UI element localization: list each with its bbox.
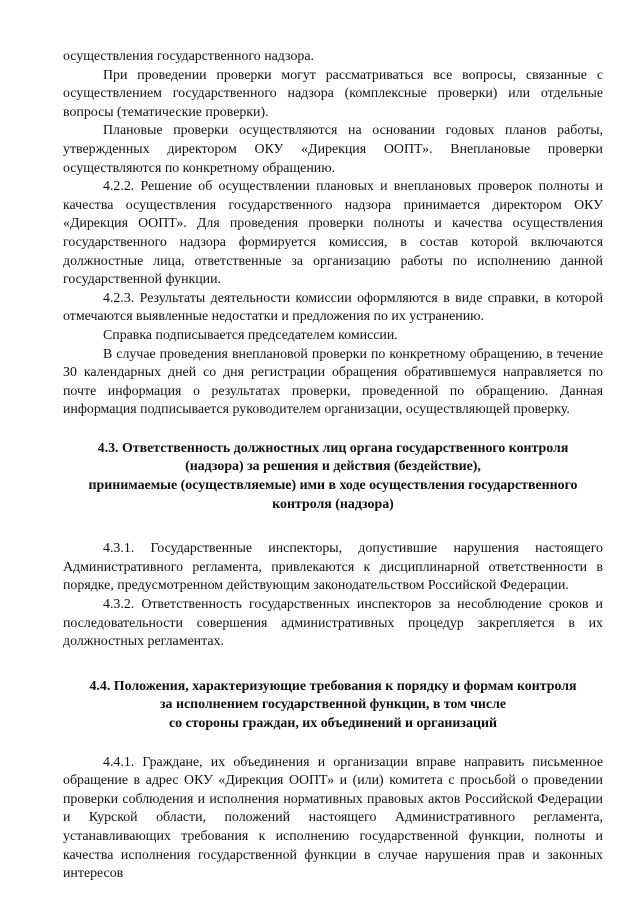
paragraph-4-3-1: 4.3.1. Государственные инспекторы, допустившие нарушения настоящего Административного регламента, привлекаются к дисциплинарной ответственности в порядке, предусмотренном действующим законодательством Российской Федерации. <box>63 541 603 594</box>
paragraph-report-signed: Справка подписывается председателем комиссии. <box>103 327 398 343</box>
spacer <box>63 734 603 754</box>
heading-4-4-line-3: со стороны граждан, их объединений и организаций <box>169 716 497 731</box>
spacer <box>63 514 603 540</box>
section-heading-4-3 <box>63 440 603 514</box>
paragraph-4-4-1: 4.4.1. Граждане, их объединения и организации вправе направить письменное обращение в адрес ОКУ «Дирекция ООПТ» и (или) комитета с просьбой о проведении проверки соблюдения и исполнения нормативных правовых актов Российской Федерации и Курской области, положений настоящего Административного регламента, устанавливающих требования к исполнению государственной функции, полноты и качества исполнения государственной функции в случае нарушения прав и законных интересов <box>63 754 603 882</box>
heading-4-3-line-1: 4.3. Ответственность должностных лиц органа государственного контроля <box>97 440 569 456</box>
paragraph-complex-checks: При проведении проверки могут рассматриваться все вопросы, связанные с осуществлением государственного надзора (комплексные проверки) или отдельные вопросы (тематические проверки). <box>63 67 603 120</box>
heading-4-4-line-2: за исполнением государственной функции, в том числе <box>159 697 507 713</box>
heading-4-3-line-4: контроля (надзора) <box>272 496 394 512</box>
section-heading-4-4 <box>63 678 603 734</box>
paragraph-planned-checks: Плановые проверки осуществляются на основании годовых планов работы, утвержденных директором ОКУ «Дирекция ООПТ». Внеплановые проверки осуществляются по конкретному обращению. <box>63 123 603 176</box>
document-page <box>63 48 603 884</box>
spacer <box>63 420 603 440</box>
heading-4-3-line-3: принимаемые (осуществляемые) ими в ходе осуществления государственного <box>88 478 578 494</box>
spacer <box>63 652 603 678</box>
paragraph-intro-tail: осуществления государственного надзора. <box>63 49 314 64</box>
paragraph-4-2-2: 4.2.2. Решение об осуществлении плановых и внеплановых проверок полноты и качества осуществления государственного надзора принимается директором ОКУ «Дирекция ООПТ». Для проведения проверки полноты и качества осуществления государственного надзора формируется комиссия, в состав которой включаются должностные лица, ответственные за организацию работы по исполнению данной государственной функции. <box>63 179 603 288</box>
heading-4-3-line-2: (надзора) за решения и действия (бездействие), <box>185 459 481 475</box>
heading-4-4-line-1: 4.4. Положения, характеризующие требования к порядку и формам контроля <box>89 678 577 694</box>
paragraph-4-2-3: 4.2.3. Результаты деятельности комиссии оформляются в виде справки, в которой отмечаются выявленные недостатки и предложения по их устранению. <box>63 290 603 325</box>
paragraph-unplanned-check: В случае проведения внеплановой проверки по конкретному обращению, в течение 30 календарных дней со дня регистрации обращения обратившемуся направляется по почте информация о результатах проверки, проведенной по обращению. Данная информация подписывается руководителем организации, осуществляющей проверку. <box>63 346 603 418</box>
paragraph-4-3-2: 4.3.2. Ответственность государственных инспекторов за несоблюдение сроков и последовательности совершения административных процедур закрепляется в их должностных регламентах. <box>63 597 603 650</box>
